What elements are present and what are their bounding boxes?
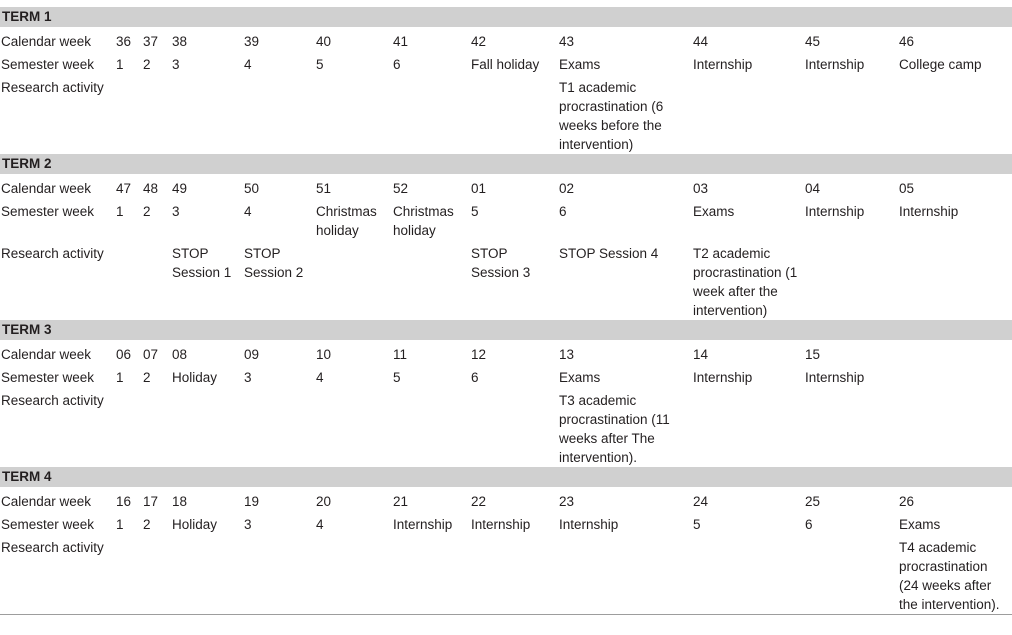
row-label: Calendar week: [1, 494, 92, 509]
row-label: Research activity: [1, 393, 104, 408]
table-cell: 40: [316, 34, 332, 49]
table-cell: [692, 74, 804, 154]
table-cell: [171, 74, 243, 154]
table-cell: [392, 240, 470, 320]
table-cell: 6: [471, 370, 479, 385]
table-cell: [898, 340, 1012, 364]
table-cell: 4: [244, 57, 252, 72]
table-cell: 21: [393, 494, 409, 509]
table-cell: 05: [899, 181, 915, 196]
semester-week-row: [0, 198, 1012, 240]
table-cell: 6: [559, 204, 567, 219]
table-cell: [243, 74, 315, 154]
table-cell: Internship: [559, 517, 619, 532]
calendar-week-row: [0, 340, 1012, 364]
table-cell: 13: [559, 347, 575, 362]
table-cell: [470, 534, 558, 615]
table-cell: 22: [471, 494, 487, 509]
table-cell: 49: [172, 181, 188, 196]
table-cell: 15: [805, 347, 821, 362]
table-cell: Holiday: [172, 517, 218, 532]
table-cell: 48: [143, 181, 159, 196]
term-title: TERM 4: [0, 467, 1012, 487]
table-cell: 52: [393, 181, 409, 196]
semester-week-row: [0, 511, 1012, 534]
table-cell: [115, 534, 142, 615]
table-cell: 3: [172, 204, 180, 219]
table-cell: 18: [172, 494, 188, 509]
table-cell: [315, 534, 392, 615]
table-cell: T2 academic procrastination (1 week after the intervention): [693, 246, 798, 318]
term-title: TERM 2: [0, 154, 1012, 174]
table-cell: Internship: [693, 370, 753, 385]
table-cell: 03: [693, 181, 709, 196]
table-cell: 2: [143, 57, 151, 72]
table-cell: 06: [116, 347, 132, 362]
table-cell: T1 academic procrastination (6 weeks before the intervention): [559, 80, 664, 152]
table-cell: 43: [559, 34, 575, 49]
table-cell: 37: [143, 34, 159, 49]
table-cell: 01: [471, 181, 487, 196]
table-cell: STOP Session 3: [471, 246, 531, 280]
table-cell: [142, 240, 171, 320]
table-cell: 3: [244, 517, 252, 532]
table-cell: [315, 387, 392, 467]
term-4-section: [0, 467, 1012, 615]
research-activity-row: [0, 240, 1012, 320]
table-cell: 02: [559, 181, 575, 196]
row-label: Semester week: [1, 204, 95, 219]
table-cell: 5: [393, 370, 401, 385]
table-cell: [804, 240, 898, 320]
table-cell: [142, 74, 171, 154]
table-cell: [315, 74, 392, 154]
table-cell: [558, 534, 692, 615]
term-title: TERM 3: [0, 320, 1012, 340]
table-cell: [392, 387, 470, 467]
table-cell: T3 academic procrastination (11 weeks after The intervention).: [559, 393, 670, 465]
term-2-section: [0, 154, 1012, 320]
table-cell: 1: [116, 517, 124, 532]
table-cell: [470, 387, 558, 467]
table-cell: 26: [899, 494, 915, 509]
table-cell: [898, 240, 1012, 320]
table-cell: 11: [393, 347, 408, 362]
table-cell: STOP Session 4: [559, 246, 659, 261]
table-cell: [115, 240, 142, 320]
table-cell: 44: [693, 34, 709, 49]
calendar-week-row: [0, 174, 1012, 198]
table-cell: [898, 74, 1012, 154]
table-cell: 5: [693, 517, 701, 532]
table-cell: 39: [244, 34, 260, 49]
research-activity-row: [0, 387, 1012, 467]
row-label: Research activity: [1, 80, 104, 95]
table-cell: 17: [143, 494, 159, 509]
research-activity-row: [0, 534, 1012, 615]
table-cell: Christmas holiday: [316, 204, 377, 238]
table-cell: College camp: [899, 57, 982, 72]
table-cell: [898, 364, 1012, 387]
table-cell: 5: [471, 204, 479, 219]
table-cell: 07: [143, 347, 159, 362]
table-cell: [804, 534, 898, 615]
table-cell: 1: [116, 57, 124, 72]
table-cell: 2: [143, 517, 151, 532]
table-cell: 5: [316, 57, 324, 72]
table-cell: 04: [805, 181, 821, 196]
table-cell: 14: [693, 347, 709, 362]
table-cell: [243, 534, 315, 615]
table-cell: [692, 534, 804, 615]
table-cell: 42: [471, 34, 487, 49]
row-label: Semester week: [1, 517, 95, 532]
table-cell: Internship: [393, 517, 453, 532]
table-cell: 41: [393, 34, 409, 49]
row-label: Calendar week: [1, 34, 92, 49]
table-cell: 16: [116, 494, 132, 509]
table-cell: 47: [116, 181, 132, 196]
table-cell: [171, 387, 243, 467]
table-cell: [115, 387, 142, 467]
table-cell: [392, 74, 470, 154]
table-cell: [470, 74, 558, 154]
term-1-section: [0, 7, 1012, 155]
table-cell: [171, 534, 243, 615]
table-cell: 09: [244, 347, 260, 362]
table-cell: Christmas holiday: [393, 204, 454, 238]
table-cell: 3: [172, 57, 180, 72]
table-cell: 4: [244, 204, 252, 219]
table-cell: 51: [316, 181, 332, 196]
table-cell: 50: [244, 181, 260, 196]
table-cell: 46: [899, 34, 915, 49]
table-cell: [115, 74, 142, 154]
table-cell: [898, 387, 1012, 467]
table-cell: Exams: [559, 370, 601, 385]
row-label: Research activity: [0, 534, 115, 615]
table-cell: 45: [805, 34, 821, 49]
table-cell: 4: [316, 517, 324, 532]
table-cell: [392, 534, 470, 615]
table-cell: 2: [143, 370, 151, 385]
row-label: Calendar week: [1, 181, 92, 196]
calendar-week-row: [0, 487, 1012, 511]
table-cell: Internship: [805, 370, 865, 385]
table-cell: Internship: [471, 517, 531, 532]
research-activity-row: [0, 74, 1012, 154]
table-cell: 08: [172, 347, 188, 362]
table-cell: Exams: [693, 204, 735, 219]
table-cell: [692, 387, 804, 467]
schedule-table: [0, 6, 1012, 615]
table-cell: 36: [116, 34, 132, 49]
table-cell: 12: [471, 347, 487, 362]
table-cell: Internship: [899, 204, 959, 219]
table-cell: 19: [244, 494, 260, 509]
table-cell: 38: [172, 34, 188, 49]
table-cell: 4: [316, 370, 324, 385]
semester-week-row: [0, 364, 1012, 387]
table-cell: 2: [143, 204, 151, 219]
table-cell: 24: [693, 494, 709, 509]
table-cell: Internship: [805, 57, 865, 72]
semester-week-row: [0, 51, 1012, 74]
table-cell: [142, 534, 171, 615]
table-cell: Internship: [805, 204, 865, 219]
table-cell: 23: [559, 494, 575, 509]
table-cell: [804, 74, 898, 154]
row-label: Calendar week: [1, 347, 92, 362]
table-cell: [804, 387, 898, 467]
table-cell: STOP Session 1: [172, 246, 232, 280]
table-cell: 6: [805, 517, 813, 532]
row-label: Semester week: [1, 57, 95, 72]
table-cell: 20: [316, 494, 332, 509]
term-header-row: [0, 154, 1012, 174]
table-cell: 6: [393, 57, 401, 72]
term-header-row: [0, 7, 1012, 28]
term-3-section: [0, 320, 1012, 467]
table-cell: Exams: [899, 517, 941, 532]
term-title: TERM 1: [0, 7, 1012, 28]
table-cell: Exams: [559, 57, 601, 72]
table-cell: Fall holiday: [471, 57, 540, 72]
calendar-week-row: [0, 27, 1012, 51]
table-cell: Internship: [693, 57, 753, 72]
table-cell: 25: [805, 494, 821, 509]
table-cell: 3: [244, 370, 252, 385]
table-cell: STOP Session 2: [244, 246, 304, 280]
table-cell: 10: [316, 347, 332, 362]
table-cell: Holiday: [172, 370, 218, 385]
term-header-row: [0, 320, 1012, 340]
table-cell: 1: [116, 204, 124, 219]
term-header-row: [0, 467, 1012, 487]
table-cell: [142, 387, 171, 467]
table-cell: T4 academic procrastination (24 weeks after the intervention).: [898, 534, 1012, 615]
row-label: Research activity: [1, 246, 104, 261]
table-cell: [243, 387, 315, 467]
table-cell: 1: [116, 370, 124, 385]
table-cell: [315, 240, 392, 320]
row-label: Semester week: [1, 370, 95, 385]
